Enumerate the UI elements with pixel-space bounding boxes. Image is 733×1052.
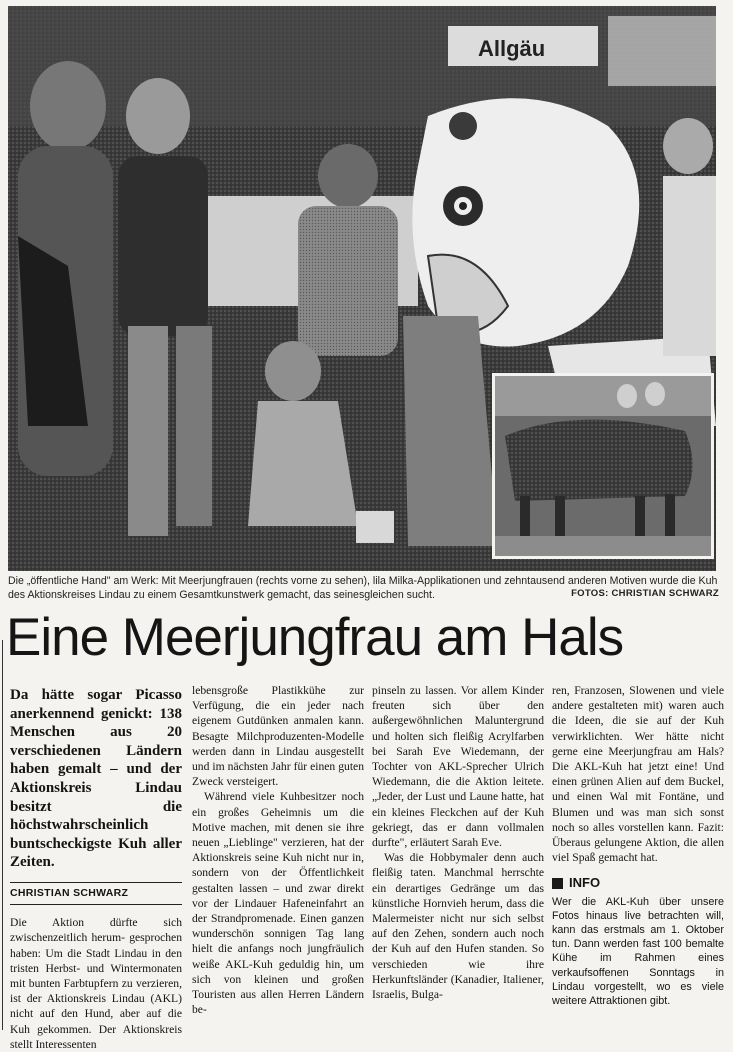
article-column-2 bbox=[192, 683, 364, 1017]
article-paragraph: Was die Hobbymaler denn auch fleißig taten. Manchmal herrschte ein derartiges Gedränge um das künstliche Hornvieh herum, dass die Malermeister nicht nur sich selbst auf den Zehen, sondern auch noch der Kuh auf den Hufen standen. So verschieden wie ihre Herkunftsländer (Kanadier, Italiener, Israelis, Bulga- bbox=[372, 851, 544, 1002]
photo-sign-text: Allgäu bbox=[478, 36, 546, 61]
article-paragraph: Während viele Kuhbesitzer noch ein großes Geheimnis um die Motive machen, mit denen sie ihre neuen „Lieblinge" verzieren, hat der Aktionskreis seine Kuh nicht nur in, sondern von der Öffentlichkeit gestalten lassen – und zwar direkt vor der Lindauer Hafeneinfahrt an der Strandpromenade. Einen ganzen wunderschön sonnigen Tag lang hielt die anfangs noch jungfräulich weiße AKL-Kuh geduldig hin, um sich von kleinen und großen Touristen aus allen Herren Ländern be- bbox=[192, 790, 364, 1017]
article-column-4 bbox=[552, 683, 724, 1008]
column-rule bbox=[2, 640, 3, 1030]
inset-photo bbox=[492, 373, 714, 559]
info-box-heading bbox=[552, 875, 724, 890]
article-paragraph: pinseln zu lassen. Vor allem Kinder freuten sich über den außergewöhnlichen Maluntergrund und holten sich fleißig Acrylfarben bei Sarah Eve Wiedemann, der Tochter von AKL-Sprecher Ulrich Wiedemann, die die Aktion leitete. „Jeder, der Lust und Laune hatte, hat ein kleines Fleckchen auf der Kuh gekriegt, das er dann vollmalen durfte", erläutert Sarah Eve. bbox=[372, 684, 544, 850]
photo-caption: Die „öffentliche Hand" am Werk: Mit Meerjungfrauen (rechts vorne zu sehen), lila Milka-Applikationen und zehntausend anderen Motiven wurde die Kuh des Aktionskreises Lindau zu einem Gesamtkunstwerk gemacht, das seinesgleichen sucht. bbox=[8, 575, 718, 601]
article-paragraph: lebensgroße Plastikkühe zur Verfügung, die ein jeder nach eigenem Gutdünken anmalen kann. Besagte Milchproduzenten-Modelle werden dann in Lindau ausgestellt und im nächsten Jahr für einen guten Zweck versteigert. bbox=[192, 684, 364, 789]
info-box-text: Wer die AKL-Kuh über unsere Fotos hinaus live betrachten will, kann das erstmals am 1. Oktober tun. Dann werden fast 100 bemalte Kühe im Rahmen eines verkaufsoffenen Sonntags in Lindau vorgestellt, wo es viele weitere Attraktionen gibt. bbox=[552, 895, 724, 1008]
headline: Eine Meerjungfrau am Hals bbox=[6, 608, 624, 667]
inset-photo-image bbox=[495, 376, 711, 556]
article-paragraph: Die Aktion dürfte sich zwischenzeitlich herum- gesprochen haben: Um die Stadt Lindau in den tristen Herbst- und Wintermonaten mit bunten Farbtupfern zu verzieren, ist der Aktionskreis Lindau (AKL) nicht auf den Hund, aber auf die Kuh gekommen. Der Aktionskreis stellt Interessenten bbox=[10, 916, 182, 1051]
article-column-1 bbox=[10, 686, 182, 1052]
article-column-3 bbox=[372, 683, 544, 1002]
article-byline: CHRISTIAN SCHWARZ bbox=[10, 882, 182, 905]
photo-credit: FOTOS: CHRISTIAN SCHWARZ bbox=[571, 588, 719, 599]
article-lead: Da hätte sogar Picasso anerkennend genickt: 138 Menschen aus 20 verschiedenen Ländern haben gemalt – und der Aktionskreis Lindau besitzt die höchstwahrscheinlich buntscheckigste Kuh aller Zeiten. bbox=[10, 687, 182, 871]
article-paragraph: ren, Franzosen, Slowenen und viele andere gestalteten mit) waren auch die Ideen, die sie auf der Kuh verwirklichten. Wer hätte nicht gerne eine Meerjungfrau am Hals? Die AKL-Kuh hat jetzt eine! Und einen grünen Alien auf dem Buckel, und einen Wal mit Fontäne, und Blumen und was man sich sonst noch so alles vorstellen kann. Fazit: Überaus gelungene Aktion, die allen viel Spaß gemacht hat. bbox=[552, 684, 724, 865]
main-photo bbox=[8, 6, 716, 571]
info-square-icon bbox=[552, 878, 563, 889]
info-title: INFO bbox=[569, 875, 601, 891]
